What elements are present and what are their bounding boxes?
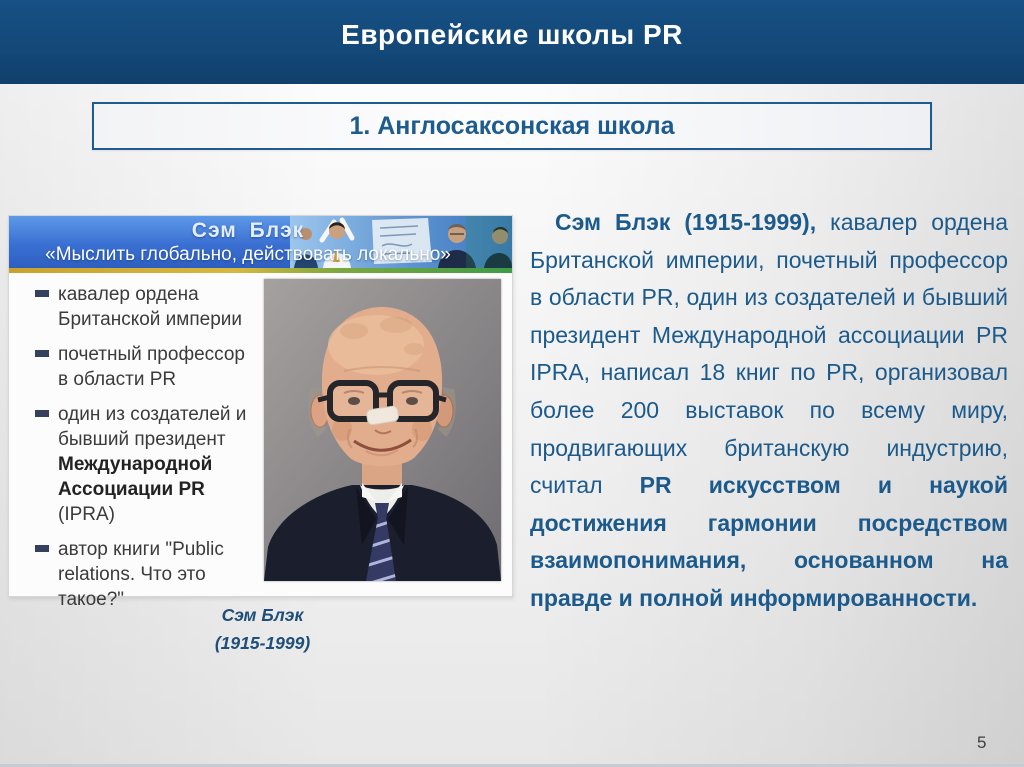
page-number: 5 [977, 733, 987, 752]
caption-name: Сэм Блэк [221, 605, 304, 625]
section-title: 1. Англосаксонская школа [349, 111, 675, 140]
square-bullet-icon [35, 290, 49, 297]
banner-text-block [9, 216, 487, 266]
banner-quote: «Мыслить глобально, действовать локально» [45, 244, 451, 265]
banner-person-name: Сэм Блэк [191, 219, 305, 242]
bullet-text: один из создателей и бывший президент Международной Ассоциации PR (IPRA) [58, 404, 247, 525]
square-bullet-icon [35, 410, 49, 417]
section-title-box [92, 102, 932, 150]
caption-years: (1915-1999) [214, 633, 311, 653]
bullet-item [35, 342, 259, 392]
portrait-photo [264, 279, 501, 581]
panel-banner [9, 216, 512, 268]
square-bullet-icon [35, 545, 49, 552]
paragraph-emphasis: PR искусством и наукой достижения гармонии посредством взаимопонимания, основанном на правде и полной информированности. [530, 472, 1008, 611]
bullet-list [35, 282, 259, 622]
square-bullet-icon [35, 350, 49, 357]
paragraph-lead: Сэм Блэк (1915-1999), [555, 209, 817, 235]
bullet-item [35, 282, 259, 332]
bullet-item [35, 402, 259, 527]
bio-panel [8, 215, 513, 610]
bio-paragraph [530, 204, 1008, 618]
banner-accent-stripe [9, 268, 512, 273]
portrait-caption [150, 601, 375, 657]
slide-header-bar [0, 0, 1024, 84]
bullet-text: автор книги "Public relations. Что это такое?" [58, 539, 224, 610]
slide-title: Европейские школы PR [341, 19, 683, 50]
bullet-text: почетный профессор в области PR [58, 344, 245, 390]
paragraph-body: кавалер ордена Британской империи, почетный профессор в области PR, один из создателей и бывший президент Международной ассоциации PR IPRA, написал 18 книг по PR, организовал более 200 выставок по всему миру, продвигающих британскую индустрию, считал [530, 209, 1009, 499]
bullet-text: кавалер ордена Британской империи [58, 284, 243, 330]
